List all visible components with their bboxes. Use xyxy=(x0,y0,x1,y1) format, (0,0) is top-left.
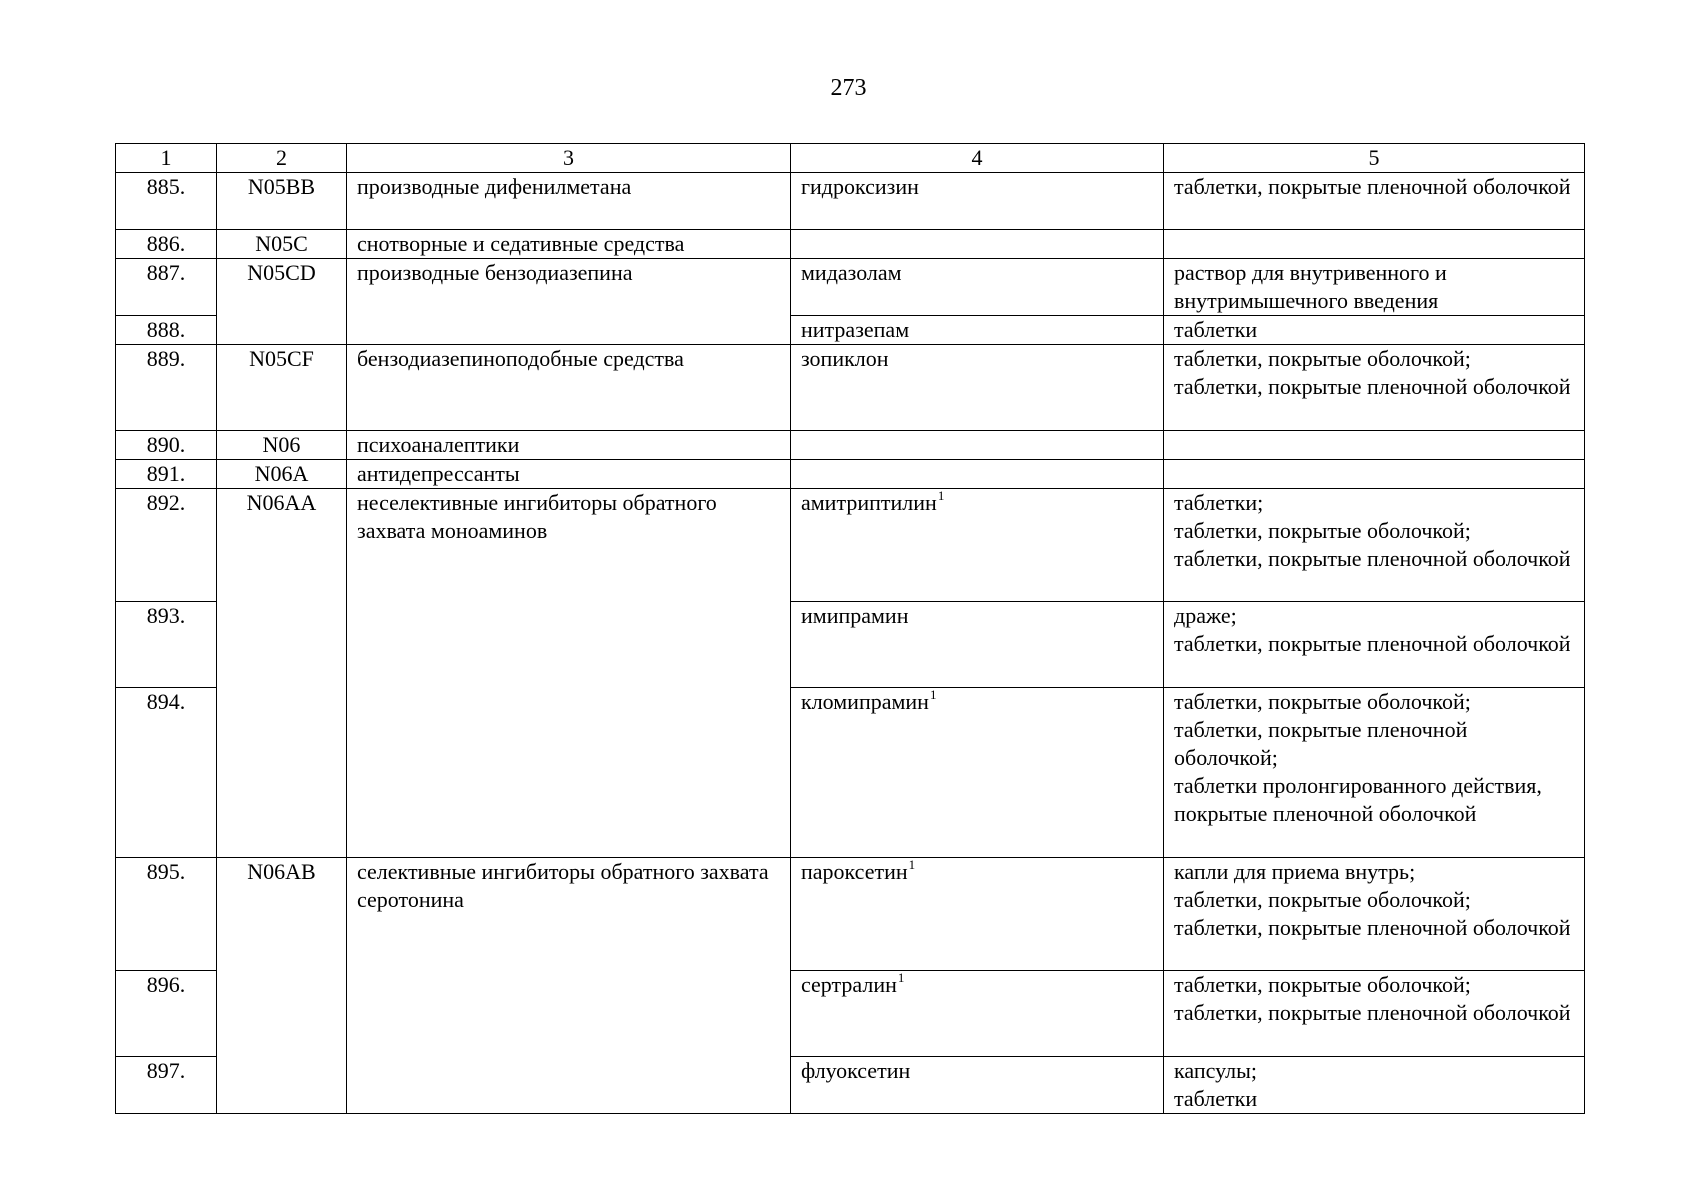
drug-name xyxy=(791,173,1164,230)
dosage-forms xyxy=(1164,316,1585,345)
drug-name xyxy=(791,345,1164,431)
column-header: 2 xyxy=(217,144,347,173)
dosage-form: таблетки пролонгированного действия, покрытые пленочной оболочкой xyxy=(1174,773,1542,826)
table-row xyxy=(116,345,1585,431)
row-number: 886. xyxy=(116,230,217,259)
drug-name xyxy=(791,489,1164,602)
row-number: 892. xyxy=(116,489,217,602)
atc-code: N06 xyxy=(217,431,347,460)
group-name: производные дифенилметана xyxy=(347,173,791,230)
row-number: 889. xyxy=(116,345,217,431)
atc-code: N05CF xyxy=(217,345,347,431)
dosage-forms xyxy=(1164,688,1585,858)
dosage-forms xyxy=(1164,431,1585,460)
dosage-form: таблетки xyxy=(1174,317,1258,342)
atc-code: N06AA xyxy=(217,489,347,858)
dosage-form: таблетки; xyxy=(1174,490,1264,515)
drug-name xyxy=(791,971,1164,1057)
dosage-form: таблетки xyxy=(1174,1086,1258,1111)
footnote-marker: 1 xyxy=(937,487,945,503)
row-number: 896. xyxy=(116,971,217,1057)
drug-name xyxy=(791,858,1164,971)
dosage-forms xyxy=(1164,971,1585,1057)
group-name: производные бензодиазепина xyxy=(347,259,791,345)
drug-name xyxy=(791,460,1164,489)
dosage-form: таблетки, покрытые оболочкой; xyxy=(1174,887,1471,912)
dosage-form: капли для приема внутрь; xyxy=(1174,859,1416,884)
atc-code: N05CD xyxy=(217,259,347,345)
table-row xyxy=(116,858,1585,971)
drug-name xyxy=(791,230,1164,259)
dosage-forms xyxy=(1164,230,1585,259)
row-number: 894. xyxy=(116,688,217,858)
column-header: 1 xyxy=(116,144,217,173)
drug-name-text: сертралин xyxy=(801,972,897,997)
dosage-forms xyxy=(1164,489,1585,602)
drug-name-text: пароксетин xyxy=(801,859,908,884)
row-number: 893. xyxy=(116,602,217,688)
row-number: 890. xyxy=(116,431,217,460)
drug-name-text: амитриптилин xyxy=(801,490,937,515)
group-name: снотворные и седативные средства xyxy=(347,230,791,259)
column-header: 3 xyxy=(347,144,791,173)
dosage-form: капсулы; xyxy=(1174,1058,1257,1083)
page-number: 273 xyxy=(830,75,867,101)
dosage-form: таблетки, покрытые пленочной оболочкой xyxy=(1174,1000,1571,1025)
dosage-forms xyxy=(1164,460,1585,489)
column-header: 5 xyxy=(1164,144,1585,173)
drug-name-text: кломипрамин xyxy=(801,689,929,714)
drug-name xyxy=(791,1057,1164,1114)
dosage-form: таблетки, покрытые пленочной оболочкой xyxy=(1174,915,1571,940)
atc-code: N06AB xyxy=(217,858,347,1114)
dosage-form: драже; xyxy=(1174,603,1237,628)
dosage-forms xyxy=(1164,1057,1585,1114)
dosage-form: таблетки, покрытые оболочкой; xyxy=(1174,689,1471,714)
row-number: 885. xyxy=(116,173,217,230)
group-name: неселективные ингибиторы обратного захвата моноаминов xyxy=(347,489,791,858)
table-row xyxy=(116,489,1585,602)
drug-name-text: имипрамин xyxy=(801,603,909,628)
drug-name-text: зопиклон xyxy=(801,346,889,371)
dosage-form: таблетки, покрытые пленочной оболочкой; xyxy=(1174,717,1468,770)
dosage-form: таблетки, покрытые пленочной оболочкой xyxy=(1174,174,1571,199)
dosage-forms xyxy=(1164,173,1585,230)
row-number: 895. xyxy=(116,858,217,971)
dosage-form: таблетки, покрытые пленочной оболочкой xyxy=(1174,546,1571,571)
footnote-marker: 1 xyxy=(908,856,916,872)
row-number: 887. xyxy=(116,259,217,316)
atc-code: N05BB xyxy=(217,173,347,230)
drug-name-text: гидроксизин xyxy=(801,174,919,199)
drug-name xyxy=(791,688,1164,858)
drug-name-text: мидазолам xyxy=(801,260,902,285)
dosage-form: таблетки, покрытые оболочкой; xyxy=(1174,972,1471,997)
dosage-form: раствор для внутривенного и внутримышечного введения xyxy=(1174,260,1447,313)
drug-name xyxy=(791,602,1164,688)
table-row xyxy=(116,230,1585,259)
table-row xyxy=(116,173,1585,230)
dosage-forms xyxy=(1164,858,1585,971)
column-header: 4 xyxy=(791,144,1164,173)
table-row xyxy=(116,259,1585,316)
dosage-form: таблетки, покрытые оболочкой; xyxy=(1174,518,1471,543)
dosage-forms xyxy=(1164,602,1585,688)
drug-name-text: флуоксетин xyxy=(801,1058,911,1083)
dosage-form: таблетки, покрытые пленочной оболочкой xyxy=(1174,631,1571,656)
dosage-forms xyxy=(1164,345,1585,431)
drug-name-text: нитразепам xyxy=(801,317,910,342)
row-number: 888. xyxy=(116,316,217,345)
dosage-forms xyxy=(1164,259,1585,316)
atc-code: N06A xyxy=(217,460,347,489)
medication-table xyxy=(115,143,1585,1114)
footnote-marker: 1 xyxy=(897,969,905,985)
group-name: бензодиазепиноподобные средства xyxy=(347,345,791,431)
drug-name xyxy=(791,316,1164,345)
footnote-marker: 1 xyxy=(929,686,937,702)
atc-code: N05C xyxy=(217,230,347,259)
table-row xyxy=(116,460,1585,489)
dosage-form: таблетки, покрытые оболочкой; xyxy=(1174,346,1471,371)
row-number: 891. xyxy=(116,460,217,489)
drug-name xyxy=(791,431,1164,460)
drug-name xyxy=(791,259,1164,316)
group-name: антидепрессанты xyxy=(347,460,791,489)
row-number: 897. xyxy=(116,1057,217,1114)
table-row xyxy=(116,431,1585,460)
group-name: селективные ингибиторы обратного захвата серотонина xyxy=(347,858,791,1114)
dosage-form: таблетки, покрытые пленочной оболочкой xyxy=(1174,374,1571,399)
header-row xyxy=(116,144,1585,173)
group-name: психоаналептики xyxy=(347,431,791,460)
